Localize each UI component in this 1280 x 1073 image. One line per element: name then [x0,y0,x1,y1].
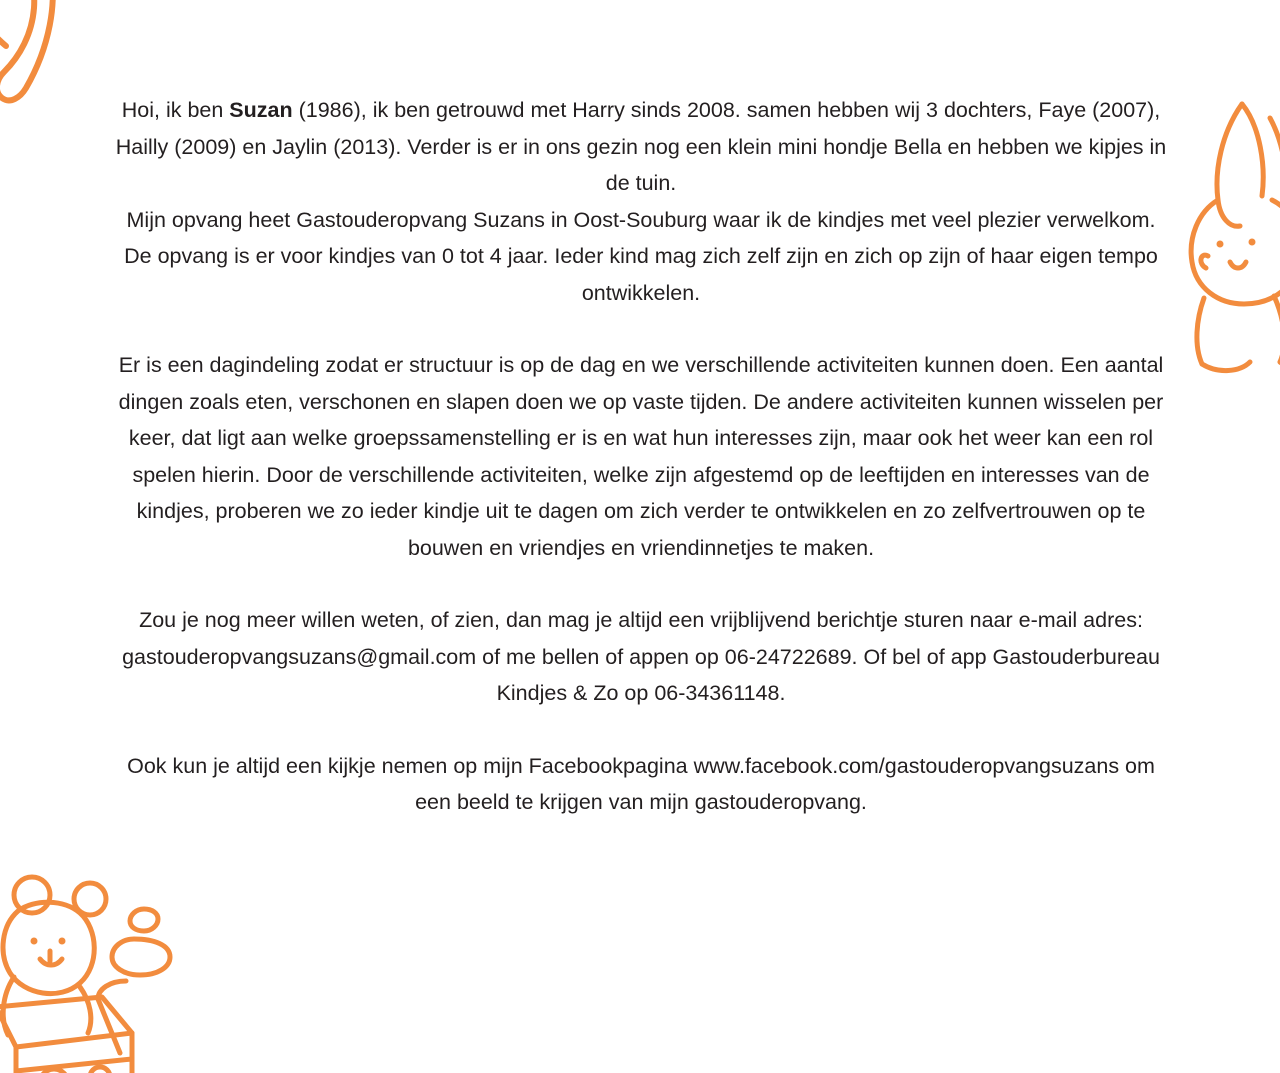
paragraph-dagindeling: Er is een dagindeling zodat er structuur is op de dag en we verschillende activiteiten kunnen doen. Een aantal dingen zoals eten, verschonen en slapen doen we op vaste tijden. De andere activiteiten kunnen wisselen per keer, dat ligt aan welke groepssamenstelling er is en wat hun interesses zijn, maar ook het weer kan een rol spelen hierin. Door de verschillende activiteiten, welke zijn afgestemd op de leeftijden en interesses van de kindjes, proberen we zo ieder kindje uit te dagen om zich verder te ontwikkelen en zo zelfvertrouwen op te bouwen en vriendjes en vriendinnetjes te maken. [118,353,1164,560]
intro-lead-text: Hoi, ik ben [121,98,230,122]
teddy-bear-toybox-outline-icon [0,867,244,1073]
paragraph-spacer-1 [110,311,1172,347]
bunny-outline-icon [1178,92,1280,382]
paragraph-facebook: Ook kun je altijd een kijkje nemen op mijn Facebookpagina www.facebook.com/gastouderopvangsuzans om een beeld te krijgen van mijn gastouderopvang. [127,753,1155,814]
paragraph-opvang: Mijn opvang heet Gastouderopvang Suzans in Oost-Souburg waar ik de kindjes met veel plezier verwelkom. De opvang is er voor kindjes van 0 tot 4 jaar. Ieder kind mag zich zelf zijn en zich op zijn of haar eigen tempo ontwikkelen. [124,207,1158,305]
paragraph-intro [110,92,1172,202]
document-body [110,92,1172,821]
paragraph-spacer-3 [110,712,1172,748]
person-name: Suzan [229,98,293,122]
intro-rest-text: (1986), ik ben getrouwd met Harry sinds 2008. samen hebben wij 3 dochters, Faye (2007), Hailly (2009) en Jaylin (2013). Verder is er in ons gezin nog een klein mini hondje Bella en hebben we kipjes in de tuin. [115,98,1167,195]
paragraph-spacer-2 [110,566,1172,602]
paragraph-contact: Zou je nog meer willen weten, of zien, dan mag je altijd een vrijblijvend berichtje sturen naar e-mail adres: gastouderopvangsuzans@gmail.com of me bellen of appen op 06-24722689. Of bel of app Gastouderbureau Kindjes & Zo op 06-34361148. [122,608,1160,705]
